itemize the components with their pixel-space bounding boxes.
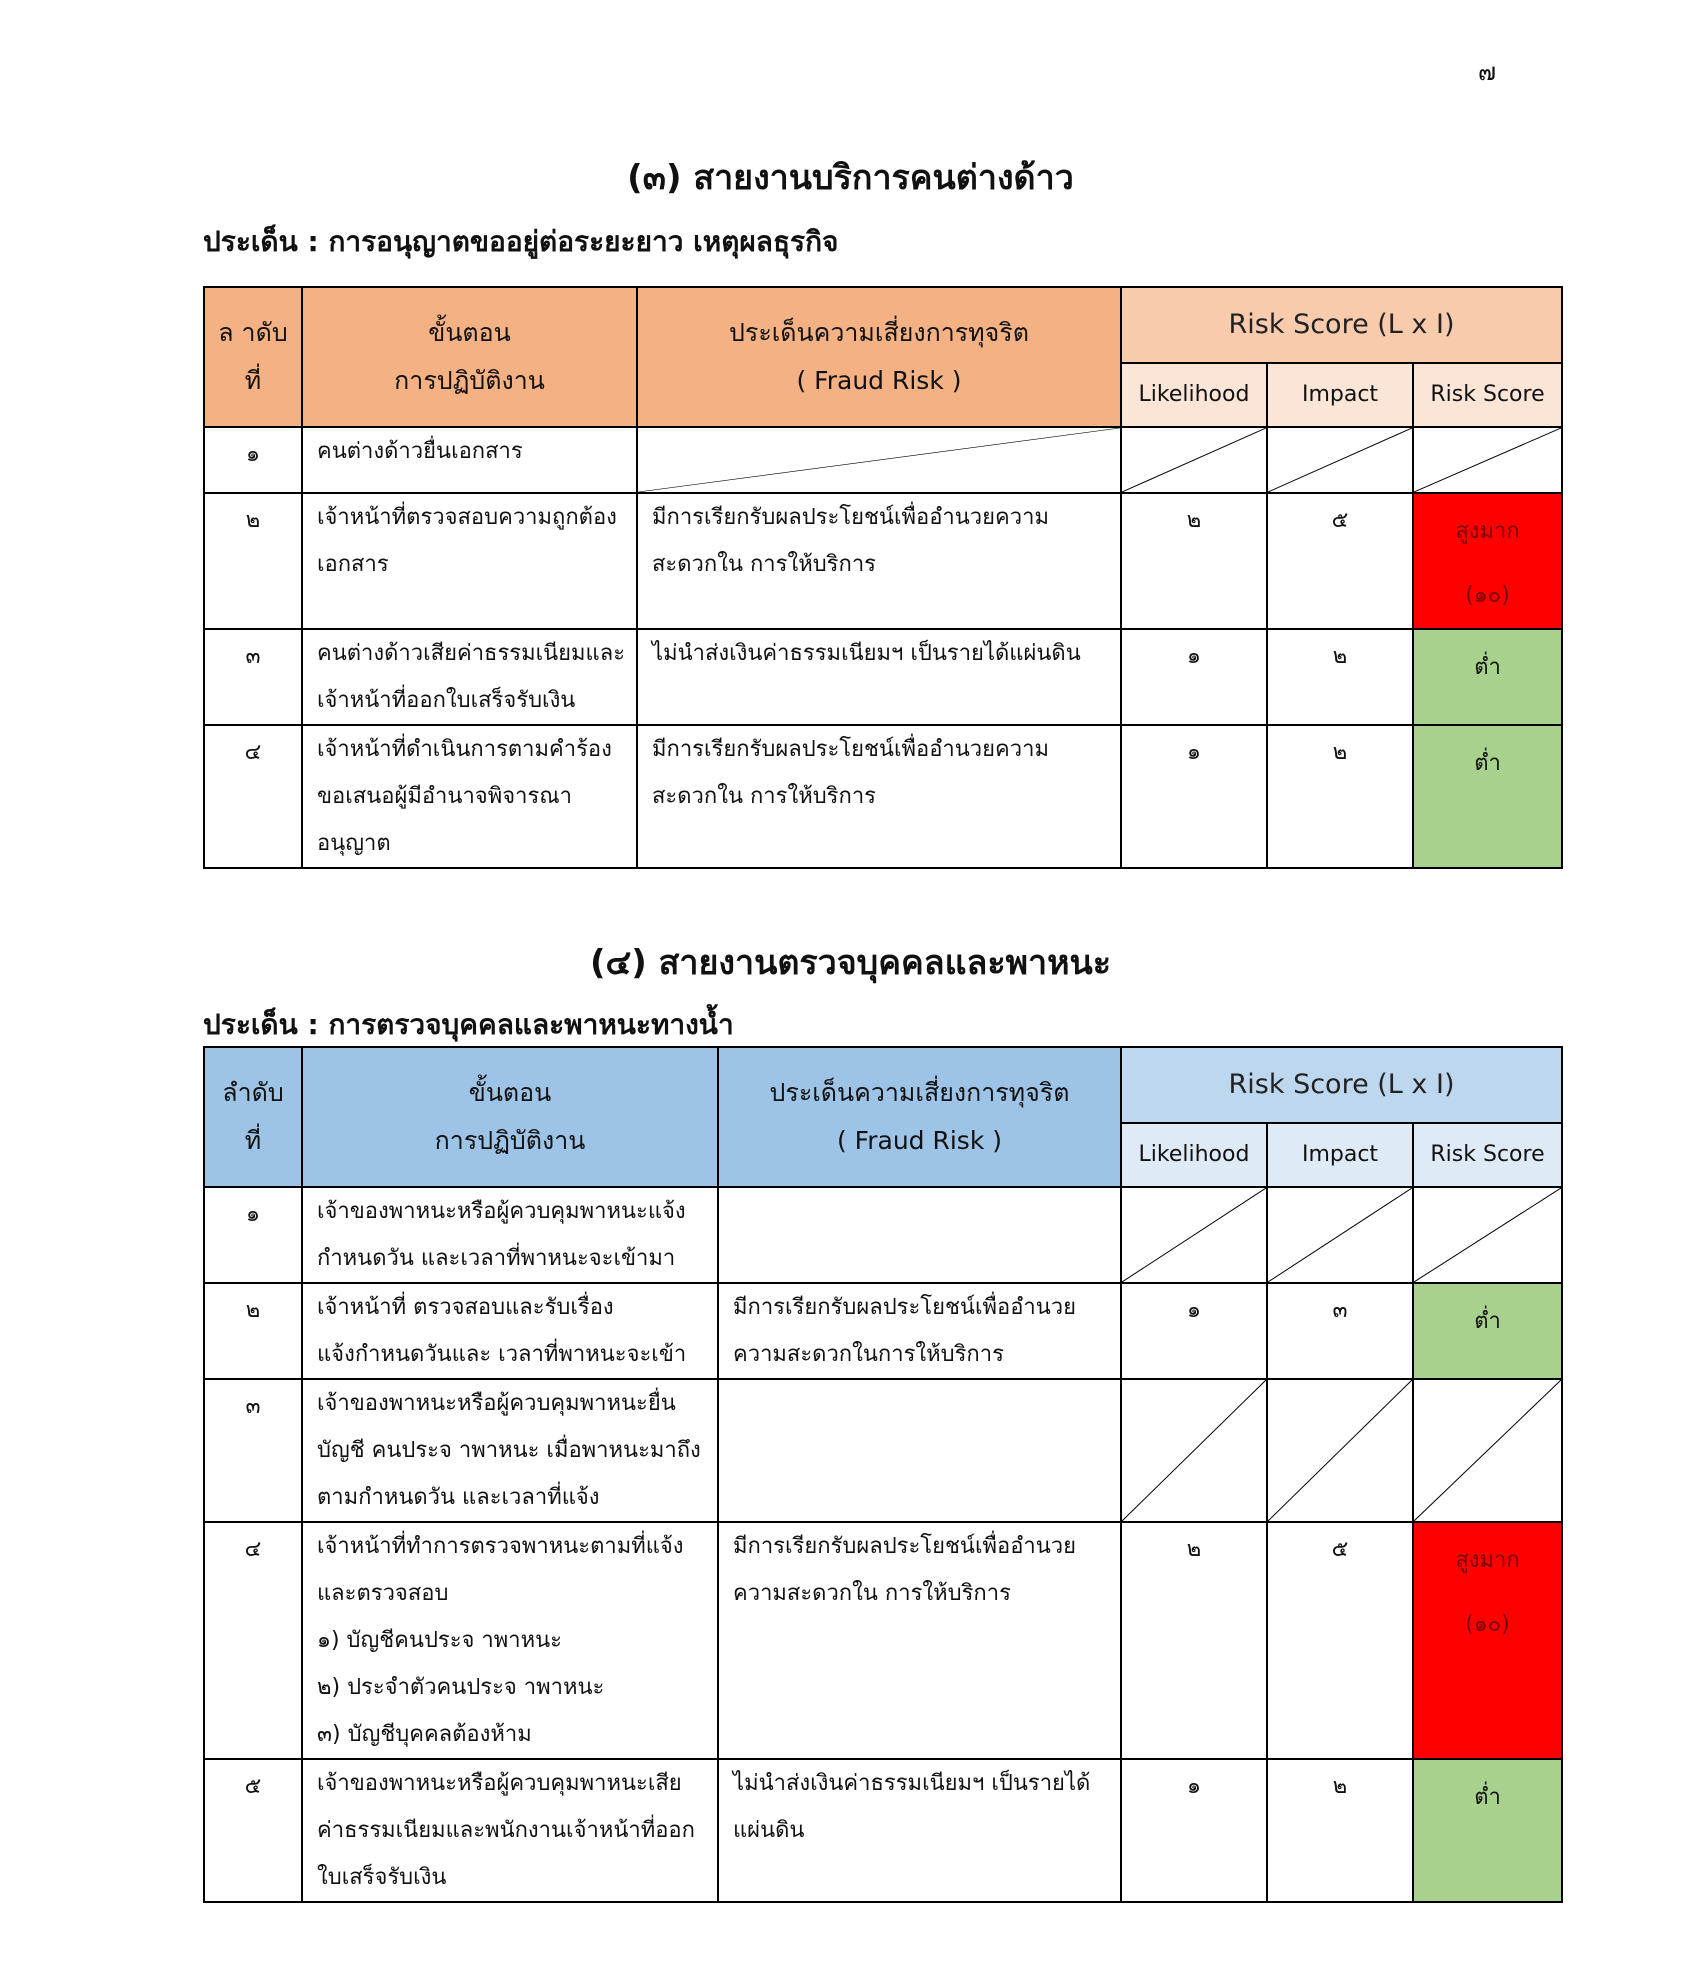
likelihood-value: ๑ (1121, 1759, 1267, 1902)
risk-cell: มีการเรียกรับผลประโยชน์เพื่ออำนวยความ สะดวกใน การให้บริการ (637, 493, 1121, 629)
likelihood-value: ๑ (1121, 1283, 1267, 1379)
header-risk-score: Risk Score (1413, 1123, 1562, 1187)
risk-score-badge: ต่ำ (1413, 1283, 1562, 1379)
impact-cell-empty (1267, 1187, 1413, 1283)
header-impact: Impact (1267, 363, 1413, 427)
score-cell-empty (1413, 427, 1562, 493)
table-row (204, 1379, 1562, 1522)
risk-cell: ไม่นำส่งเงินค่าธรรมเนียมฯ เป็นรายได้ แผ่นดิน (718, 1759, 1121, 1902)
issue-title: ประเด็น : การตรวจบุคคลและพาหนะทางน้ำ (203, 1008, 734, 1041)
impact-value: ๕ (1267, 1522, 1413, 1759)
risk-cell: มีการเรียกรับผลประโยชน์เพื่ออำนวยความ สะดวกใน การให้บริการ (637, 725, 1121, 868)
risk-score-badge: สูงมาก (๑๐) (1413, 493, 1562, 629)
table-row (204, 725, 1562, 868)
header-no: ลำดับ ที่ (204, 1047, 302, 1187)
likelihood-value: ๑ (1121, 629, 1267, 725)
step-cell: เจ้าของพาหนะหรือผู้ควบคุมพาหนะยื่น บัญชี คนประจ าพาหนะ เมื่อพาหนะมาถึง ตามกำหนดวัน และเวลาที่แจ้ง (302, 1379, 718, 1522)
row-number: ๑ (204, 1187, 302, 1283)
risk-cell: ไม่นำส่งเงินค่าธรรมเนียมฯ เป็นรายได้แผ่นดิน (637, 629, 1121, 725)
likelihood-cell-empty (1121, 427, 1267, 493)
page-number: ๗ (1478, 58, 1497, 86)
impact-cell-empty (1267, 1379, 1413, 1522)
likelihood-value: ๑ (1121, 725, 1267, 868)
header-step: ขั้นตอน การปฏิบัติงาน (302, 287, 637, 427)
row-number: ๒ (204, 1283, 302, 1379)
header-likelihood: Likelihood (1121, 363, 1267, 427)
step-cell: เจ้าของพาหนะหรือผู้ควบคุมพาหนะเสีย ค่าธรรมเนียมและพนักงานเจ้าหน้าที่ออก ใบเสร็จรับเงิน (302, 1759, 718, 1902)
issue-title: ประเด็น : การอนุญาตขออยู่ต่อระยะยาว เหตุผลธุรกิจ (203, 225, 839, 258)
header-risk-score: Risk Score (1413, 363, 1562, 427)
header-likelihood: Likelihood (1121, 1123, 1267, 1187)
row-number: ๓ (204, 629, 302, 725)
table-row (204, 629, 1562, 725)
row-number: ๑ (204, 427, 302, 493)
step-cell: เจ้าของพาหนะหรือผู้ควบคุมพาหนะแจ้ง กำหนดวัน และเวลาที่พาหนะจะเข้ามา (302, 1187, 718, 1283)
risk-cell: มีการเรียกรับผลประโยชน์เพื่ออำนวย ความสะดวกใน การให้บริการ (718, 1522, 1121, 1759)
header-fraud-risk: ประเด็นความเสี่ยงการทุจริต ( Fraud Risk ) (637, 287, 1121, 427)
step-cell: เจ้าหน้าที่ดำเนินการตามคำร้อง ขอเสนอผู้มีอำนาจพิจารณา อนุญาต (302, 725, 637, 868)
table-row (204, 427, 1562, 493)
table-row (204, 1522, 1562, 1759)
row-number: ๕ (204, 1759, 302, 1902)
row-number: ๒ (204, 493, 302, 629)
score-cell-empty (1413, 1379, 1562, 1522)
risk-cell-empty (718, 1379, 1121, 1522)
table-row (204, 493, 1562, 629)
step-cell: คนต่างด้าวเสียค่าธรรมเนียมและ เจ้าหน้าที่ออกใบเสร็จรับเงิน (302, 629, 637, 725)
table-row (204, 1759, 1562, 1902)
risk-cell: มีการเรียกรับผลประโยชน์เพื่ออำนวย ความสะดวกในการให้บริการ (718, 1283, 1121, 1379)
impact-value: ๓ (1267, 1283, 1413, 1379)
section-title: (๔) สายงานตรวจบุคคลและพาหนะ (589, 943, 1112, 983)
risk-score-badge: ต่ำ (1413, 1759, 1562, 1902)
risk-score-badge: สูงมาก (๑๐) (1413, 1522, 1562, 1759)
section-title: (๓) สายงานบริการคนต่างด้าว (627, 158, 1074, 198)
header-risk-score-group: Risk Score (L x I) (1121, 287, 1562, 363)
impact-value: ๒ (1267, 1759, 1413, 1902)
likelihood-cell-empty (1121, 1379, 1267, 1522)
risk-score-badge: ต่ำ (1413, 725, 1562, 868)
header-impact: Impact (1267, 1123, 1413, 1187)
risk-table (203, 1046, 1563, 1903)
likelihood-value: ๒ (1121, 493, 1267, 629)
impact-cell-empty (1267, 427, 1413, 493)
score-cell-empty (1413, 1187, 1562, 1283)
table-row (204, 1187, 1562, 1283)
impact-value: ๒ (1267, 725, 1413, 868)
header-fraud-risk: ประเด็นความเสี่ยงการทุจริต ( Fraud Risk ) (718, 1047, 1121, 1187)
step-cell: เจ้าหน้าที่ ตรวจสอบและรับเรื่อง แจ้งกำหนดวันและ เวลาที่พาหนะจะเข้า (302, 1283, 718, 1379)
step-cell: เจ้าหน้าที่ทำการตรวจพาหนะตามที่แจ้ง และตรวจสอบ ๑) บัญชีคนประจ าพาหนะ ๒) ประจำตัวคนประจ าพาหนะ ๓) บัญชีบุคคลต้องห้าม (302, 1522, 718, 1759)
likelihood-cell-empty (1121, 1187, 1267, 1283)
row-number: ๔ (204, 725, 302, 868)
risk-score-badge: ต่ำ (1413, 629, 1562, 725)
risk-cell-empty (718, 1187, 1121, 1283)
likelihood-value: ๒ (1121, 1522, 1267, 1759)
risk-cell-empty (637, 427, 1121, 493)
row-number: ๔ (204, 1522, 302, 1759)
step-cell: คนต่างด้าวยื่นเอกสาร (302, 427, 637, 493)
row-number: ๓ (204, 1379, 302, 1522)
risk-table (203, 286, 1563, 869)
impact-value: ๒ (1267, 629, 1413, 725)
header-risk-score-group: Risk Score (L x I) (1121, 1047, 1562, 1123)
step-cell: เจ้าหน้าที่ตรวจสอบความถูกต้อง เอกสาร (302, 493, 637, 629)
header-step: ขั้นตอน การปฏิบัติงาน (302, 1047, 718, 1187)
impact-value: ๕ (1267, 493, 1413, 629)
table-row (204, 1283, 1562, 1379)
header-no: ล าดับ ที่ (204, 287, 302, 427)
